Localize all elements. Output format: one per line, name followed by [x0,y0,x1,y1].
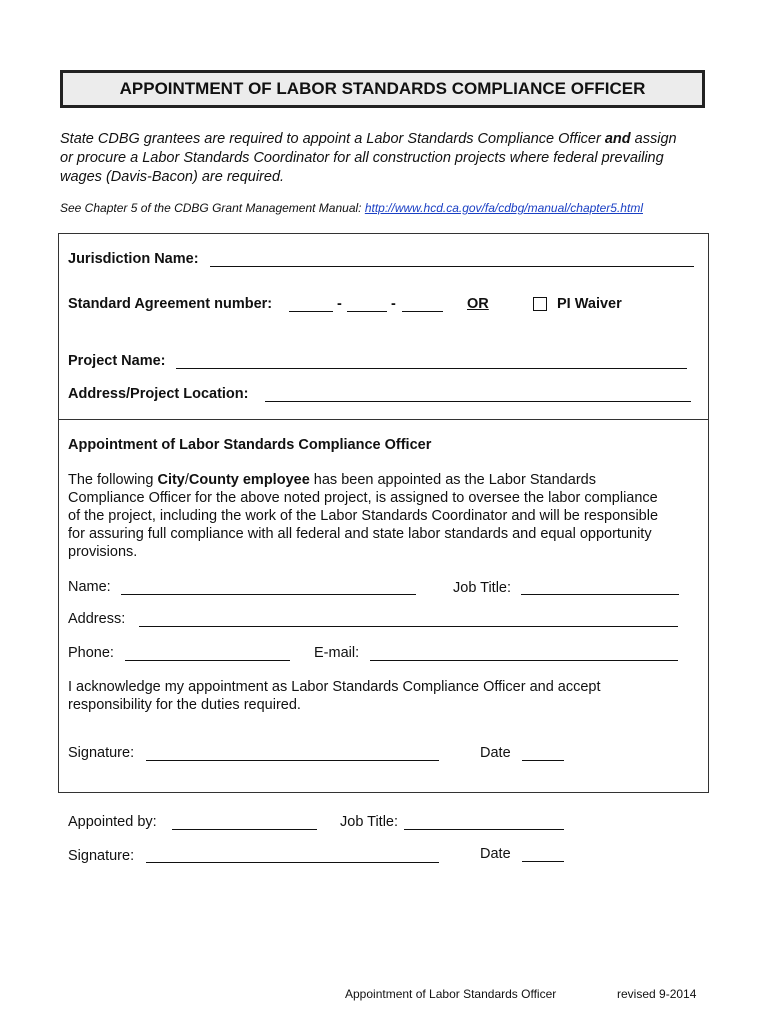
address-location-label: Address/Project Location: [68,386,249,402]
form-title [60,70,705,108]
pi-waiver-checkbox[interactable] [533,297,547,311]
appointer-job-title-label: Job Title: [340,814,399,830]
intro-paragraph [60,130,710,187]
manual-reference [60,201,643,215]
officer-signature-field[interactable] [146,760,439,761]
agreement-number-part-2[interactable] [347,311,387,312]
manual-reference-text: See Chapter 5 of the CDBG Grant Management Manual: [60,201,365,215]
form-title-text: APPOINTMENT OF LABOR STANDARDS COMPLIANCE OFFICER [119,79,646,98]
para-city: City [157,472,185,488]
appointment-heading: Appointment of Labor Standards Compliance Officer [68,437,432,453]
intro-emphasis: and [604,131,631,147]
intro-line-1: State CDBG grantees are required to appoint a Labor Standards Compliance Officer [60,131,605,147]
appointer-signature-field[interactable] [146,862,439,863]
officer-job-title-field[interactable] [521,594,679,595]
appointer-job-title-field[interactable] [404,829,564,830]
para-line-1-end: has been appointed as the Labor Standards [309,472,596,488]
appointer-date-field[interactable] [522,861,564,862]
para-line-4: for assuring full compliance with all federal and state labor standards and equal opportunity [68,526,652,542]
para-line-2: Compliance Officer for the above noted project, is assigned to oversee the labor compliance [68,490,658,506]
agreement-dash-2: - [391,296,396,312]
project-name-label: Project Name: [68,353,166,369]
agreement-number-part-1[interactable] [289,311,333,312]
project-name-field[interactable] [176,368,687,369]
para-county-employee: County employee [188,472,310,488]
officer-email-label: E-mail: [314,645,360,661]
officer-name-field[interactable] [121,594,416,595]
footer-form-name: Appointment of Labor Standards Officer [345,987,557,1001]
officer-email-field[interactable] [370,660,678,661]
officer-date-label: Date [480,745,511,761]
ack-line-2: responsibility for the duties required. [68,697,301,713]
appointer-date-label: Date [480,846,511,862]
jurisdiction-name-field[interactable] [210,266,694,267]
or-label: OR [467,296,489,312]
appointment-paragraph [68,471,693,561]
officer-name-label: Name: [68,579,111,595]
officer-signature-label: Signature: [68,745,135,761]
footer-revised: revised 9-2014 [617,987,697,1001]
pi-waiver-label: PI Waiver [557,296,622,312]
address-location-field[interactable] [265,401,691,402]
jurisdiction-label: Jurisdiction Name: [68,251,199,267]
intro-line-2: or procure a Labor Standards Coordinator for all construction projects where federal prevailing [60,150,664,166]
officer-address-label: Address: [68,611,126,627]
officer-address-field[interactable] [139,626,678,627]
acknowledgement-paragraph [68,678,693,714]
manual-link[interactable]: http://www.hcd.ca.gov/fa/cdbg/manual/chapter5.html [364,201,643,215]
agreement-dash-1: - [337,296,342,312]
appointed-by-field[interactable] [172,829,317,830]
para-line-5: provisions. [68,544,138,560]
para-line-3: of the project, including the work of the Labor Standards Coordinator and will be responsible [68,508,659,524]
appointed-by-label: Appointed by: [68,814,157,830]
intro-line-3: wages (Davis-Bacon) are required. [60,169,285,185]
ack-line-1: I acknowledge my appointment as Labor Standards Compliance Officer and accept [68,679,601,695]
agreement-number-part-3[interactable] [402,311,443,312]
officer-job-title-label: Job Title: [453,580,512,596]
para-line-1-start: The following [68,472,158,488]
standard-agreement-label: Standard Agreement number: [68,296,273,312]
officer-phone-field[interactable] [125,660,290,661]
officer-phone-label: Phone: [68,645,114,661]
officer-date-field[interactable] [522,760,564,761]
intro-line-1-end: assign [630,131,677,147]
para-slash: / [184,472,189,488]
appointer-signature-label: Signature: [68,848,135,864]
